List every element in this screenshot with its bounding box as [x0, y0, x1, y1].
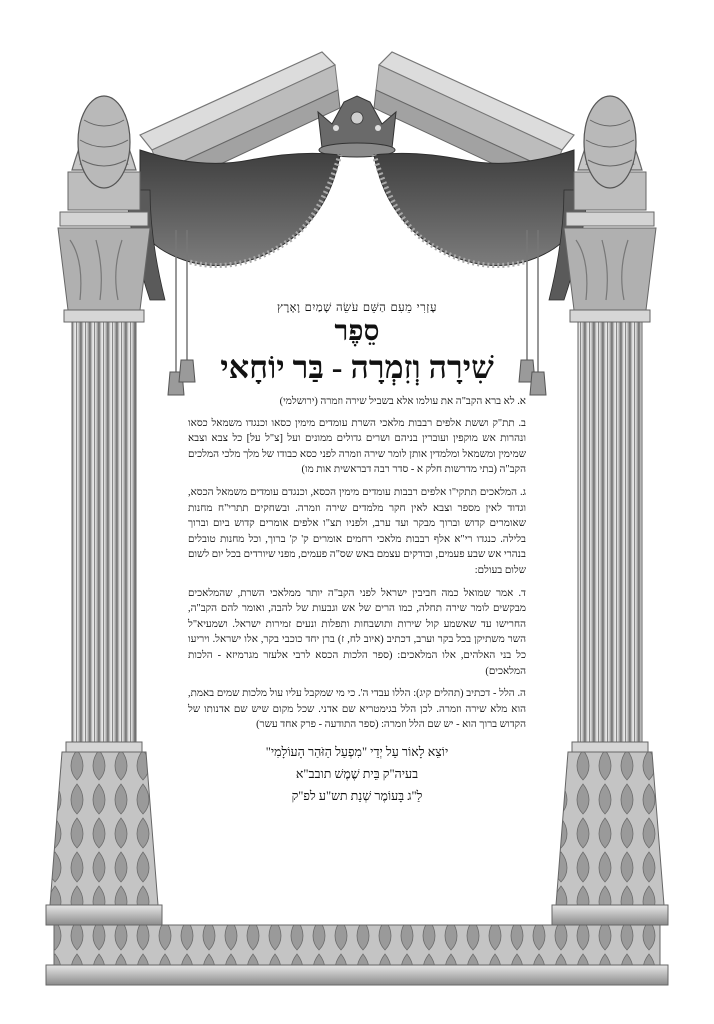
paragraph-bet: ב. תת"ק וששת אלפים רבבות מלאכי השרת עומדים מימין כסאו וכנגדו משמאל כסאו ונהרות אש מוקפין ועוברין בניהם ושרים גדולים ממונים ועל [צ"ל על] כל צבא וצבא שמימין ומשמאל ומלמדין אותן לומר שירה וזמרה לפני כסא כבודו של מלך מלכי המלכים הקב"ה (בתי מדרשות חלק א - סדר רבה דבראשית אות מו) [188, 417, 526, 476]
publisher-footer [188, 741, 526, 807]
bottom-base [46, 925, 668, 985]
right-column [552, 115, 668, 925]
footer-date: לַ"ג בָּעוֹמֶר שְׁנַת תש"ע לפ"ק [291, 788, 423, 803]
footer-publisher: יוֹצֵא לָאוֹר עַל יְדֵי "מִפְעַל הַזֹּהַר הָעוֹלָמִי" [265, 744, 449, 759]
blessing-line: עֶזְרִי מֵעִם הַשֵּׁם עֹשֵׂה שָׁמַיִם וָאָרֶץ [277, 300, 437, 314]
drapery [126, 150, 588, 300]
title-sefer: סֵפֶר [334, 316, 380, 347]
paragraph-dalet: ד. אמר שמואל כמה חביבין ישראל לפני הקב"ה יותר ממלאכי השרת, שהמלאכים מבקשים לומר שירה תחלה, כמו הרים של אש וגבעות של להבה, ואומר להם הקב"ה, החרישו עד שאשמע קול שירות ותושבחות ותפלות ונעים זמירות ישראל. ושמעיא"ל השר משתיקן בכל בקר וערב, דכתיב (איוב לח, ז) ברן יחד כוכבי בקר, אלו ישראל. ויריעו כל בני האלהים, אלו המלאכים: (ספר הלכות הכסא לרבי אלעזר מגרמיזא - הלכות המלאכים) [188, 587, 526, 677]
paragraph-alef: א. לא ברא הקב"ה את עולמו אלא בשביל שירה וזמרה (ירושלמי) [279, 396, 526, 407]
paragraph-gimel: ג. המלאכים תתקי"ו אלפים רבבות עומדים מימין הכסא, וכנגדם עומדים משמאל הכסא, וגדוד לאין מספר וצבא לאין חקר מלמדים שירה וזמרה. ובשחקים תתרי"ח מחנות שאומרים קדוש וברוך מבקר ועד ערב, ולפניו תצ"ו אלפים אומרים קדוש ביום וברוך בלילה. כנגדו רי"א אלף רבבות מלאכי רחמים אומרים ק' ק' ברוך, וכל מחנות טובלים בנהרי אש שבע פעמים, ובודקים עצמם באש שס"ה פעמים, מפני שיורדים בכל יום לשום שלום בעולם: [188, 486, 526, 576]
page-title: שִׁירָה וְזִמְרָה - בַּר יוֹחָאי [220, 349, 494, 385]
left-column [46, 115, 162, 925]
footer-location: בעיה"ק בֵּית שֶׁמֶשׁ תובב"א [295, 766, 419, 781]
text-panel [188, 300, 526, 900]
paragraph-he: ה. הלל - דכתיב (תהלים קיג): הללו עבדי ה'. כי מי שמקבל עליו עול מלכות שמים באמת, הוא מלא שירה וזמרה. לכן הלל בגימטריא שם אדני. שכל מקום שיש שם אדנותו של הקדוש ברוך הוא - יש שם הלל וזמרה: (ספר התודעה - פרק אחד עשר) [188, 688, 526, 731]
